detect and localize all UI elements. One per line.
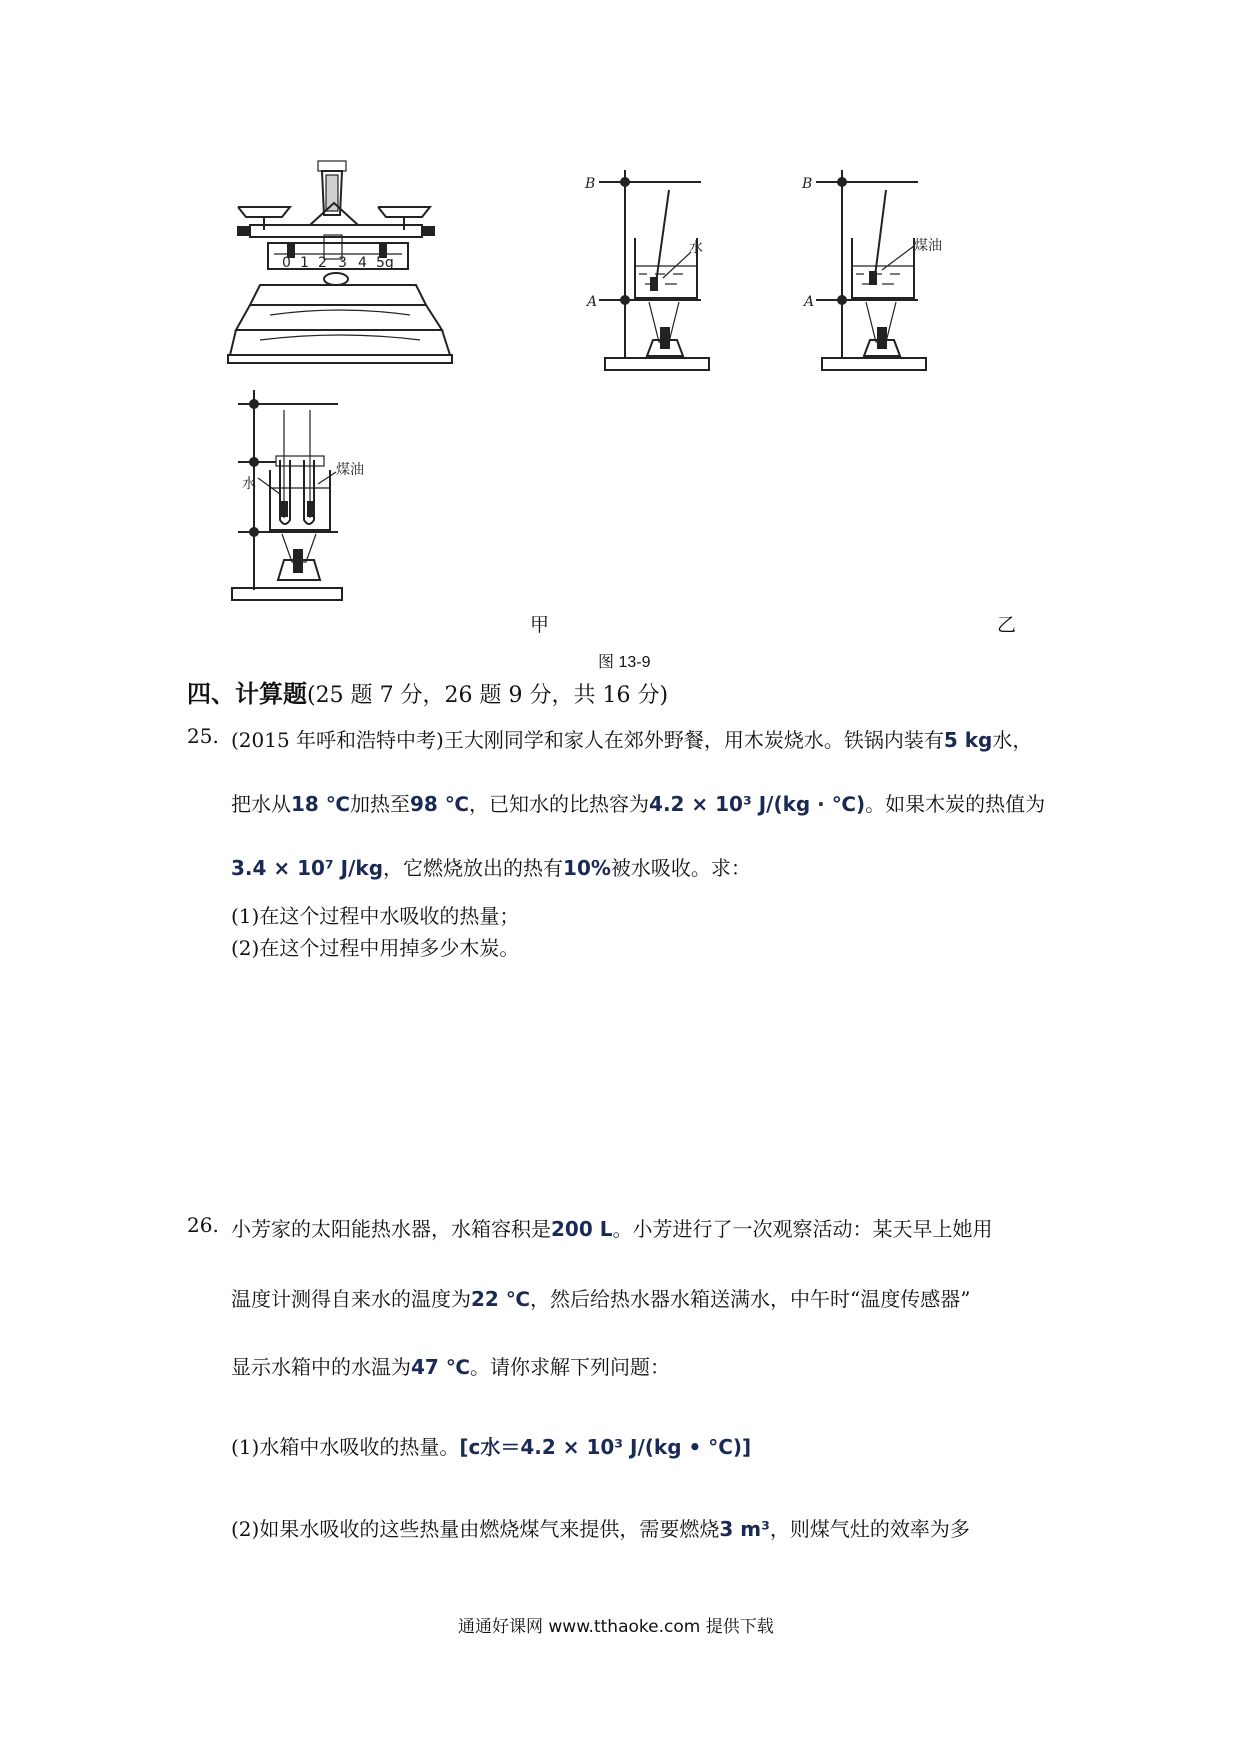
- figure-label-yi: 乙: [997, 614, 1017, 636]
- section-title: 四、计算题: [187, 680, 307, 708]
- q25-text-2a: 把水从: [231, 792, 291, 816]
- q26-volume-value: 200 L: [551, 1217, 613, 1241]
- question-26-sub-2: [231, 1513, 970, 1542]
- point-b-label: B: [585, 176, 596, 192]
- q26-text-3a: 显示水箱中的水温为: [231, 1355, 411, 1379]
- q26-sub2-text-a: (2)如果水吸收的这些热量由燃烧煤气来提供，需要燃烧: [231, 1517, 720, 1541]
- kerosene-label: 煤油: [914, 238, 942, 254]
- q26-text-1b: 。小芳进行了一次观察活动：某天早上她用: [612, 1217, 993, 1241]
- water-heating-setup: [585, 160, 725, 375]
- q26-sub1-formula: [c水＝4.2 × 10³ J/(kg • °C)]: [459, 1435, 752, 1459]
- q26-sub2-text-b: ，则煤气灶的效率为多: [769, 1517, 970, 1541]
- question-25-line-2: [231, 788, 1045, 817]
- figure-label-jia: 甲: [530, 614, 550, 636]
- question-25-number: 25.: [187, 724, 219, 748]
- point-a-label: A: [587, 294, 598, 310]
- question-25-line-3: [231, 852, 751, 881]
- figure-caption: 图 13-9: [598, 654, 651, 671]
- q25-end-temp: 98 ℃: [410, 792, 470, 816]
- q26-gas-volume: 3 m³: [719, 1517, 770, 1541]
- point-a-label-2: A: [804, 294, 815, 310]
- point-b-label-2: B: [802, 176, 813, 192]
- scale-mark-1: 1: [300, 255, 309, 271]
- scale-mark-2: 2: [318, 255, 327, 271]
- question-26-line-3: [231, 1351, 670, 1380]
- balance-scale-figure: [230, 155, 510, 375]
- section-note: (25 题 7 分，26 题 9 分，共 16 分): [307, 683, 669, 708]
- kerosene-label-2: 煤油: [336, 462, 364, 478]
- q26-sub1-text: (1)水箱中水吸收的热量。: [231, 1435, 460, 1459]
- scale-mark-3: 3: [338, 255, 347, 271]
- q25-text-1a: (2015 年呼和浩特中考)王大刚同学和家人在郊外野餐，用木炭烧水。铁锅内装有: [231, 728, 944, 752]
- q25-heat-value: 3.4 × 10⁷ J/kg: [231, 856, 384, 880]
- q26-start-temp: 22 ℃: [471, 1287, 531, 1311]
- q26-text-1a: 小芳家的太阳能热水器，水箱容积是: [231, 1217, 551, 1241]
- q25-text-2b: 加热至: [350, 792, 411, 816]
- question-25-line-1: [231, 724, 1032, 753]
- scale-mark-4: 4: [358, 255, 367, 271]
- water-bath-setup: [232, 390, 402, 605]
- q25-text-2c: ，已知水的比热容为: [469, 792, 650, 816]
- q25-mass-value: 5 kg: [943, 728, 993, 752]
- scale-mark-5g: 5g: [376, 255, 394, 271]
- question-26-sub-1: [231, 1431, 751, 1460]
- q25-text-3b: 被水吸收。求：: [610, 856, 751, 880]
- question-26-line-1: [231, 1213, 992, 1242]
- q25-text-2d: 。如果木炭的热值为: [865, 792, 1046, 816]
- question-25-sub-2: (2)在这个过程中用掉多少木炭。: [231, 936, 520, 960]
- q25-text-3a: ，它燃烧放出的热有: [383, 856, 564, 880]
- q26-text-2a: 温度计测得自来水的温度为: [231, 1287, 471, 1311]
- scale-mark-0: 0: [282, 255, 291, 271]
- q26-text-3b: 。请你求解下列问题：: [470, 1355, 671, 1379]
- question-26-number: 26.: [187, 1213, 219, 1237]
- q25-specific-heat: 4.2 × 10³ J/(kg · ℃): [649, 792, 866, 816]
- q25-efficiency: 10%: [563, 856, 611, 880]
- q25-start-temp: 18 ℃: [291, 792, 351, 816]
- page-footer: 通通好课网 www.tthaoke.com 提供下载: [458, 1617, 774, 1637]
- kerosene-heating-setup: [802, 160, 952, 375]
- q26-end-temp: 47 ℃: [411, 1355, 471, 1379]
- q26-text-2b: ，然后给热水器水箱送满水，中午时“温度传感器”: [530, 1287, 971, 1311]
- q25-text-1b: 水，: [992, 728, 1033, 752]
- water-label: 水: [689, 240, 703, 256]
- question-25-sub-1: (1)在这个过程中水吸收的热量；: [231, 904, 520, 928]
- question-26-line-2: [231, 1283, 970, 1312]
- water-label-2: 水: [242, 476, 256, 492]
- section-heading: [187, 674, 668, 709]
